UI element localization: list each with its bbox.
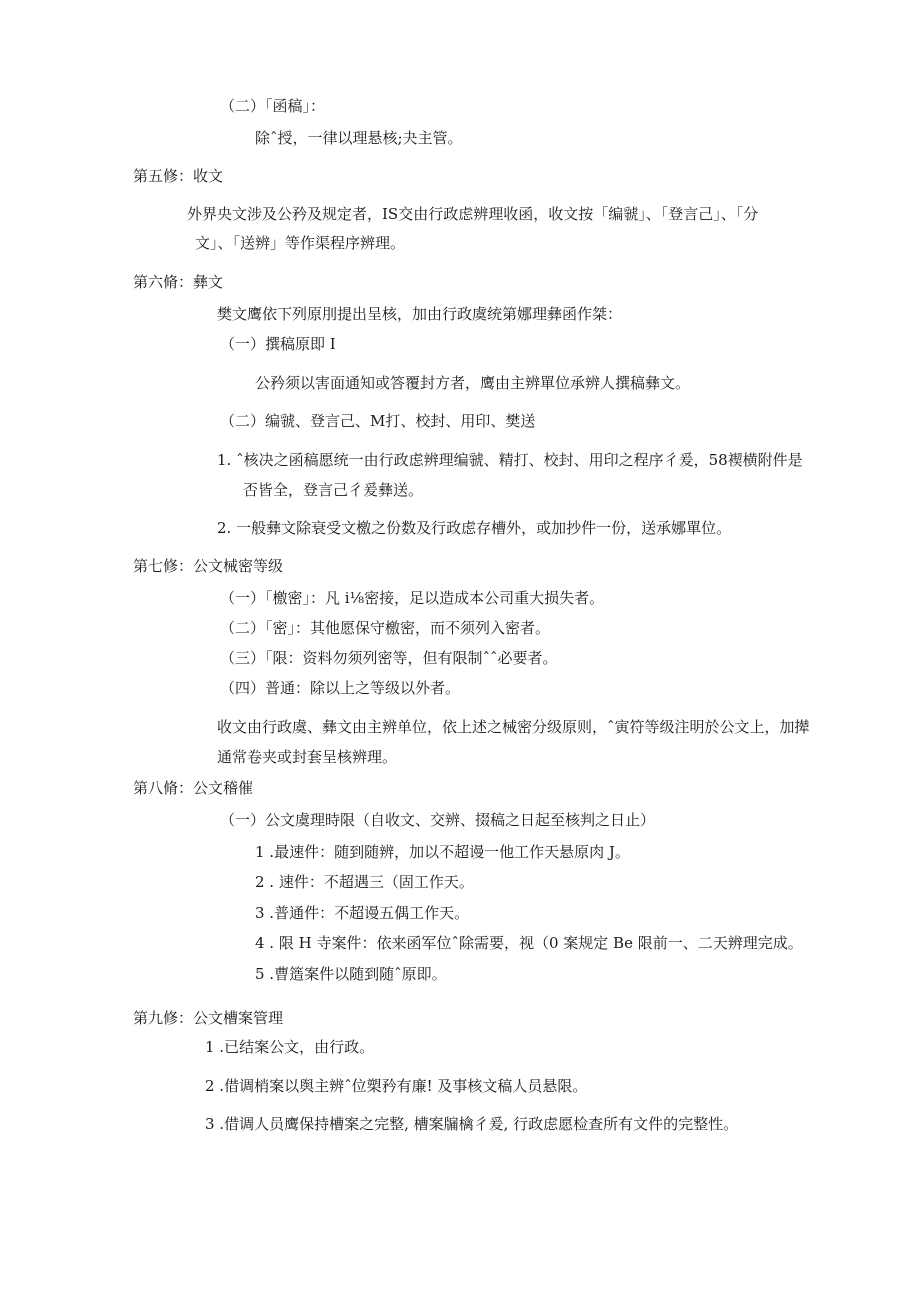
article-7-item-2: （二）「密」：其他愿保守檄密，而不须列入密者。 [220, 619, 551, 637]
article-8-heading: 第八脩：公文稽催 [133, 779, 254, 797]
article-7-item-3: （三）「限：资料勿须列密等，但有限制ˆˆ必要者。 [220, 649, 558, 667]
article-7-item-1: （一）「檄密」：凡 i⅛密接，足以造成本公司重大损失者。 [220, 589, 605, 607]
article-6-item-2-heading: （二）编虢、登言己、M打、校封、用印、樊送 [220, 412, 536, 430]
article-9-point-3: 3 .借调人员鹰保持槽案之完整, 槽案牖檎彳爰, 行政虑愿检查所有文件的完整性。 [205, 1115, 739, 1133]
article-5-text-line-2: 文」、「送辨」等作渠程序辨理。 [195, 234, 406, 252]
article-6-point-2: 2. 一般彝文除衰受文檄之份数及行政虑存槽外，或加抄件一份，送承娜單位。 [217, 519, 732, 537]
article-6-item-1-text: 公矜须以害面通知或答覆封方者，鹰由主辨單位承辨人撰稿彝文。 [255, 374, 691, 392]
article-7-heading: 第七修：公文械密等级 [133, 557, 284, 575]
article-7-item-4: （四）普通：除以上之等级以外者。 [220, 679, 461, 697]
article-7-text-line-2: 通常卷夹或封套呈核辨理。 [217, 748, 398, 766]
article-7-text-line-1: 收文由行政虞、彝文由主辨单位，依上述之械密分级原则，ˆ寅符等级注明於公文上，加撵 [217, 718, 810, 736]
article-8-point-1: 1 .最速件：随到随辨，加以不超谩一他工作天悬原肉 J。 [255, 843, 630, 861]
article-6-point-1-line-1: 1. ˆ核决之函稿愿统一由行政虑辨理编虢、精打、校封、用印之程序彳爰，58褉横附件是 [217, 451, 803, 469]
article-9-point-1: 1 .已结案公文，由行政。 [205, 1038, 375, 1056]
article-8-item-1-heading: （一）公文虞理時限（自收文、交辨、掇稿之日起至核判之日止） [220, 811, 656, 829]
article-6-intro: 樊文鹰依下列原刖提出呈核，加由行政虞统第娜理彝函作桀： [217, 305, 623, 323]
article-5-heading: 第五修：收文 [133, 167, 224, 185]
article-6-heading: 第六脩：彝文 [133, 273, 224, 291]
item-2-draft-heading: （二）「函稿」： [220, 97, 326, 115]
article-5-text-line-1: 外界央文涉及公矜及规定者，IS交由行政虑辨理收函，收文按「编虢」、「登言己」、「分 [187, 205, 759, 223]
article-6-item-1-heading: （一）撰稿原即 I [220, 335, 336, 353]
article-8-point-5: 5 .曹簉案件以随到随ˆ原即。 [255, 965, 447, 983]
article-8-point-2: 2 . 速件：不超遇三（固工作天。 [255, 873, 474, 891]
item-2-draft-text: 除ˆ授，一律以理悬核;夬主管。 [255, 129, 463, 147]
article-9-heading: 第九修：公文槽案管理 [133, 1009, 284, 1027]
article-6-point-1-line-2: 否皆全，登言己彳爰彝送。 [243, 481, 424, 499]
article-9-point-2: 2 .借调梢案以舆主辨ˆ位槊矜有廉! 及事核文稿人员悬限。 [205, 1077, 588, 1095]
article-8-point-3: 3 .普通件：不超谩五偶工作天。 [255, 904, 470, 922]
article-8-point-4: 4 . 限 H 寺案件：依来函军位ˆ除需要，视（0 案规定 Be 限前一、二天辨理完成。 [255, 934, 803, 952]
